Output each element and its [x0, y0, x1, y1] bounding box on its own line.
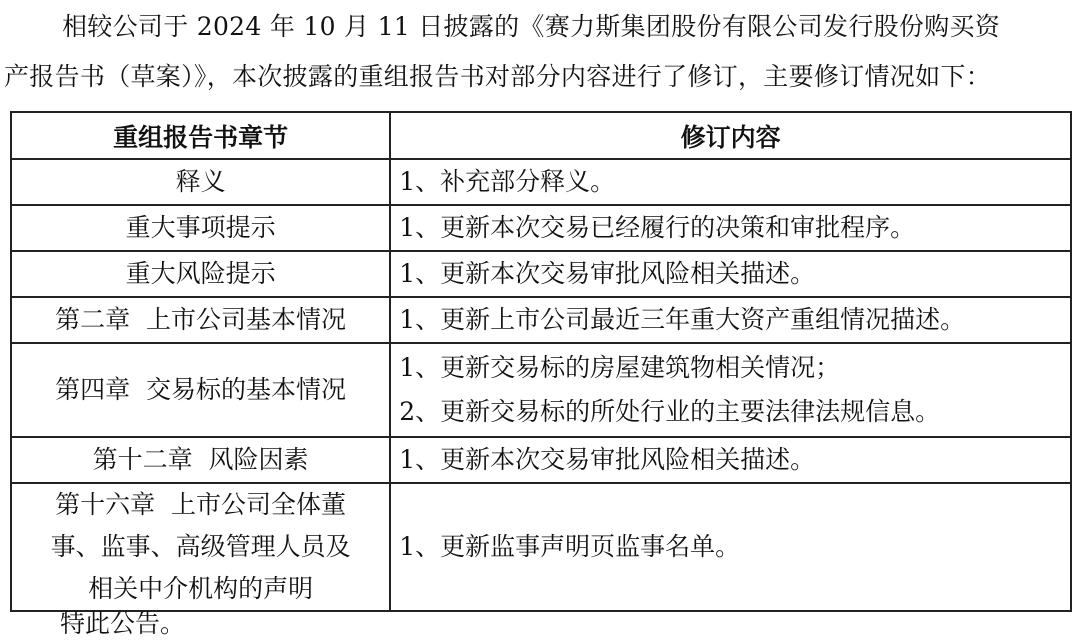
intro-line-1: 相较公司于 2024 年 10 月 11 日披露的《赛力斯集团股份有限公司发行股份购买资	[62, 12, 1001, 41]
table-row	[11, 437, 1071, 483]
table-row	[11, 483, 1071, 611]
revision-item: 1、更新本次交易审批风险相关描述。	[399, 259, 816, 288]
row-chapter: 第十二章 风险因素	[11, 437, 390, 483]
chapter-line: 第十六章 上市公司全体董	[55, 490, 347, 519]
revision-item: 1、更新监事声明页监事名单。	[399, 532, 741, 561]
chapter-line: 事、监事、高级管理人员及	[50, 532, 351, 561]
intro-paragraph	[0, 2, 1080, 102]
chapter-line: 相关中介机构的声明	[88, 574, 314, 603]
table-row	[11, 343, 1071, 437]
revision-item: 1、更新本次交易审批风险相关描述。	[399, 445, 816, 474]
row-content	[390, 483, 1071, 611]
revision-item: 1、更新本次交易已经履行的决策和审批程序。	[399, 213, 916, 242]
row-content	[390, 437, 1071, 483]
header-chapter: 重组报告书章节	[11, 112, 390, 159]
row-content	[390, 297, 1071, 343]
revision-item: 1、补充部分释义。	[399, 167, 616, 196]
row-chapter	[11, 483, 390, 611]
row-chapter: 第四章 交易标的基本情况	[11, 343, 390, 437]
row-chapter: 重大风险提示	[11, 251, 390, 297]
row-chapter: 释义	[11, 159, 390, 205]
closing-statement: 特此公告。	[60, 609, 186, 638]
row-content	[390, 205, 1071, 251]
revision-item: 1、更新上市公司最近三年重大资产重组情况描述。	[399, 305, 966, 334]
table-header-row	[11, 112, 1071, 159]
row-chapter: 第二章 上市公司基本情况	[11, 297, 390, 343]
table-row	[11, 159, 1071, 205]
row-content	[390, 251, 1071, 297]
table-row	[11, 297, 1071, 343]
row-content	[390, 343, 1071, 437]
header-content: 修订内容	[390, 112, 1071, 159]
revision-item: 2、更新交易标的所处行业的主要法律法规信息。	[399, 397, 941, 426]
revision-item: 1、更新交易标的房屋建筑物相关情况；	[399, 353, 841, 382]
intro-line-2: 产报告书（草案）》，本次披露的重组报告书对部分内容进行了修订，主要修订情况如下：	[4, 62, 992, 91]
revision-table	[10, 111, 1072, 612]
table-row	[11, 205, 1071, 251]
row-content	[390, 159, 1071, 205]
table-row	[11, 251, 1071, 297]
row-chapter: 重大事项提示	[11, 205, 390, 251]
